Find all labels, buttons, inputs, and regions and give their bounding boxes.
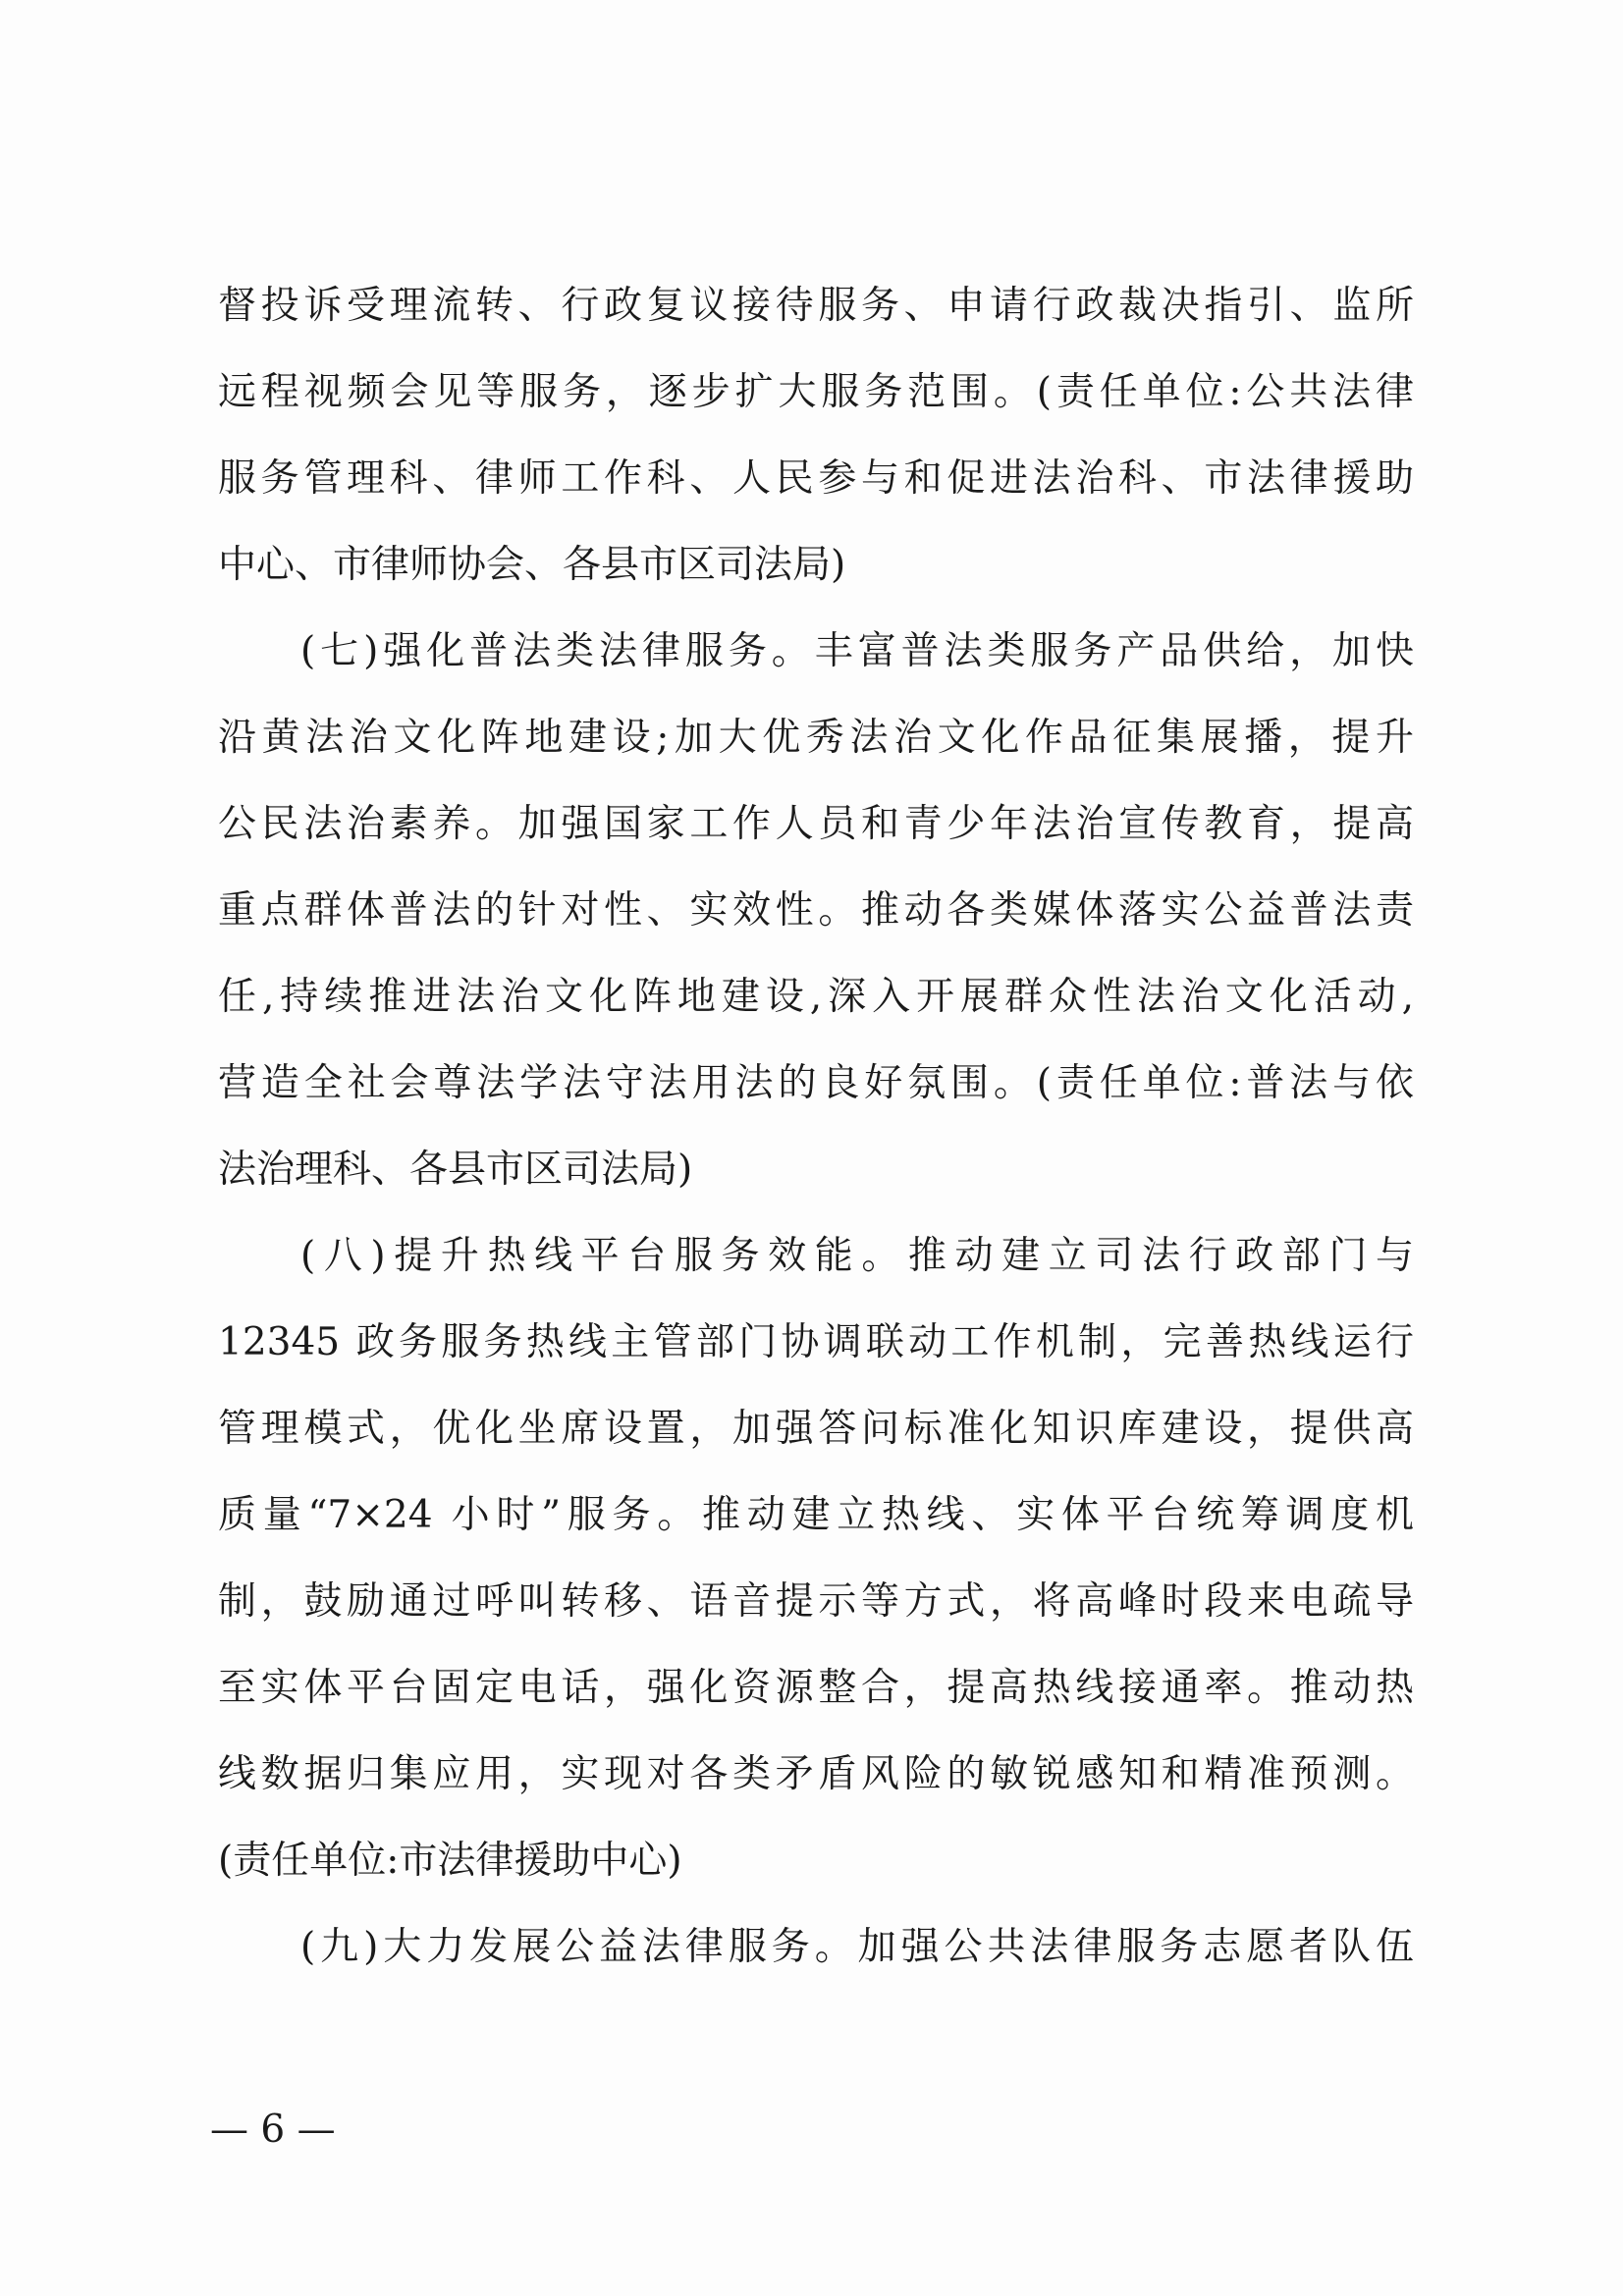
text-line: 法治理科、各县市区司法局) xyxy=(218,1148,693,1192)
text-line: (七)强化普法类法律服务。丰富普法类服务产品供给，加快 xyxy=(300,629,1414,673)
text-line: 重点群体普法的针对性、实效性。推动各类媒体落实公益普法责 xyxy=(218,888,1414,933)
text-line: 管理模式，优化坐席设置，加强答问标准化知识库建设，提供高 xyxy=(218,1407,1414,1451)
text-line: (九)大力发展公益法律服务。加强公共法律服务志愿者队伍 xyxy=(300,1925,1414,1969)
text-line: 远程视频会见等服务，逐步扩大服务范围。(责任单位:公共法律 xyxy=(218,370,1414,414)
text-line: 中心、市律师协会、各县市区司法局) xyxy=(218,543,846,587)
text-line: 制，鼓励通过呼叫转移、语音提示等方式，将高峰时段来电疏导 xyxy=(218,1579,1414,1624)
document-body xyxy=(218,263,1414,1991)
text-line: 督投诉受理流转、行政复议接待服务、申请行政裁决指引、监所 xyxy=(218,284,1414,328)
text-line: 质量“7×24 小时”服务。推动建立热线、实体平台统筹调度机 xyxy=(218,1493,1414,1537)
text-line: 12345 政务服务热线主管部门协调联动工作机制，完善热线运行 xyxy=(218,1320,1414,1364)
text-line: 沿黄法治文化阵地建设;加大优秀法治文化作品征集展播，提升 xyxy=(218,716,1414,760)
text-line: 公民法治素养。加强国家工作人员和青少年法治宣传教育，提高 xyxy=(218,802,1414,846)
page-number: — 6 — xyxy=(210,2108,336,2152)
text-line: 营造全社会尊法学法守法用法的良好氛围。(责任单位:普法与依 xyxy=(218,1061,1414,1105)
text-line: 任,持续推进法治文化阵地建设,深入开展群众性法治文化活动, xyxy=(218,975,1414,1019)
text-line: 线数据归集应用，实现对各类矛盾风险的敏锐感知和精准预测。 xyxy=(218,1752,1414,1796)
text-line: (责任单位:市法律援助中心) xyxy=(218,1839,682,1883)
text-line: 至实体平台固定电话，强化资源整合，提高热线接通率。推动热 xyxy=(218,1666,1414,1710)
text-line: 服务管理科、律师工作科、人民参与和促进法治科、市法律援助 xyxy=(218,456,1414,501)
text-line: (八)提升热线平台服务效能。推动建立司法行政部门与 xyxy=(300,1234,1414,1278)
